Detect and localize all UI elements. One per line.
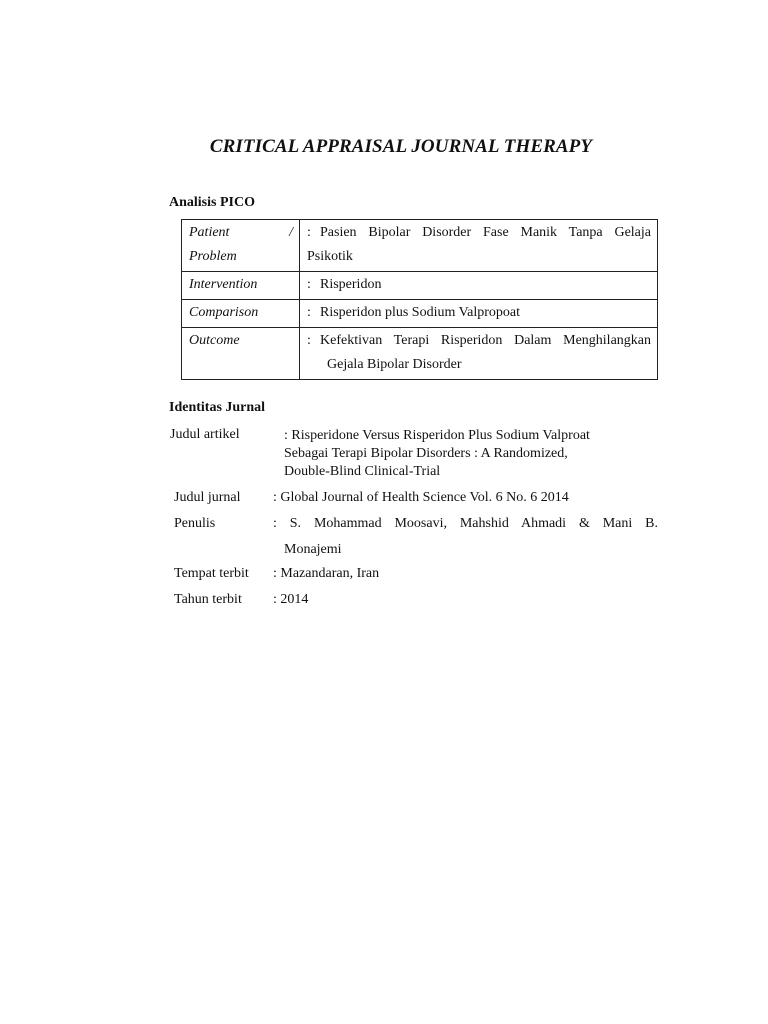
pico-row-outcome <box>182 328 658 380</box>
judul-artikel-value <box>284 427 590 481</box>
pico-label-intervention: Intervention <box>182 272 300 300</box>
pico-value-patient-line1: Pasien Bipolar Disorder Fase Manik Tanpa Gelaja <box>320 225 651 240</box>
tempat-terbit-label: Tempat terbit <box>174 566 249 581</box>
tahun-terbit-value: : 2014 <box>273 592 309 607</box>
pico-label-comparison: Comparison <box>182 300 300 328</box>
pico-value-outcome <box>300 328 658 380</box>
page-title: CRITICAL APPRAISAL JOURNAL THERAPY <box>209 136 593 157</box>
penulis-line1: : S. Mohammad Moosavi, Mahshid Ahmadi & Mani B. <box>273 516 658 531</box>
judul-artikel-line1: : Risperidone Versus Risperidon Plus Sodium Valproat <box>284 428 590 443</box>
pico-label-outcome: Outcome <box>182 328 300 380</box>
pico-colon: : <box>307 277 311 292</box>
pico-row-intervention <box>182 272 658 300</box>
pico-label-slash: / <box>289 225 293 240</box>
pico-row-patient <box>182 220 658 272</box>
pico-value-intervention <box>300 272 658 300</box>
judul-jurnal-value: : Global Journal of Health Science Vol. 6 No. 6 2014 <box>273 490 569 505</box>
pico-value-outcome-line1: Kefektivan Terapi Risperidon Dalam Menghilangkan <box>320 333 651 348</box>
pico-label-problem-text: Problem <box>189 249 237 264</box>
pico-heading: Analisis PICO <box>169 195 255 210</box>
judul-artikel-label: Judul artikel <box>170 427 240 442</box>
pico-value-patient <box>300 220 658 272</box>
tempat-terbit-value: : Mazandaran, Iran <box>273 566 380 581</box>
pico-value-comparison-text: Risperidon plus Sodium Valpropoat <box>320 305 521 320</box>
pico-colon: : <box>307 305 311 320</box>
pico-value-patient-line2: Psikotik <box>307 249 353 264</box>
pico-value-outcome-line2: Gejala Bipolar Disorder <box>327 357 462 372</box>
pico-value-intervention-text: Risperidon <box>320 277 382 292</box>
judul-jurnal-label: Judul jurnal <box>174 490 241 505</box>
pico-row-comparison <box>182 300 658 328</box>
pico-colon: : <box>307 225 311 240</box>
judul-artikel-line3: Double-Blind Clinical-Trial <box>284 464 441 479</box>
identitas-heading: Identitas Jurnal <box>169 400 266 415</box>
penulis-label: Penulis <box>174 516 216 531</box>
pico-value-comparison <box>300 300 658 328</box>
penulis-value <box>273 516 658 558</box>
pico-label-patient-text: Patient <box>189 225 230 240</box>
pico-colon: : <box>307 333 311 348</box>
judul-artikel-line2: Sebagai Terapi Bipolar Disorders : A Randomized, <box>284 446 568 461</box>
penulis-line2: Monajemi <box>284 542 342 557</box>
tahun-terbit-label: Tahun terbit <box>174 592 242 607</box>
pico-label-patient <box>182 220 300 272</box>
pico-table <box>181 219 658 380</box>
